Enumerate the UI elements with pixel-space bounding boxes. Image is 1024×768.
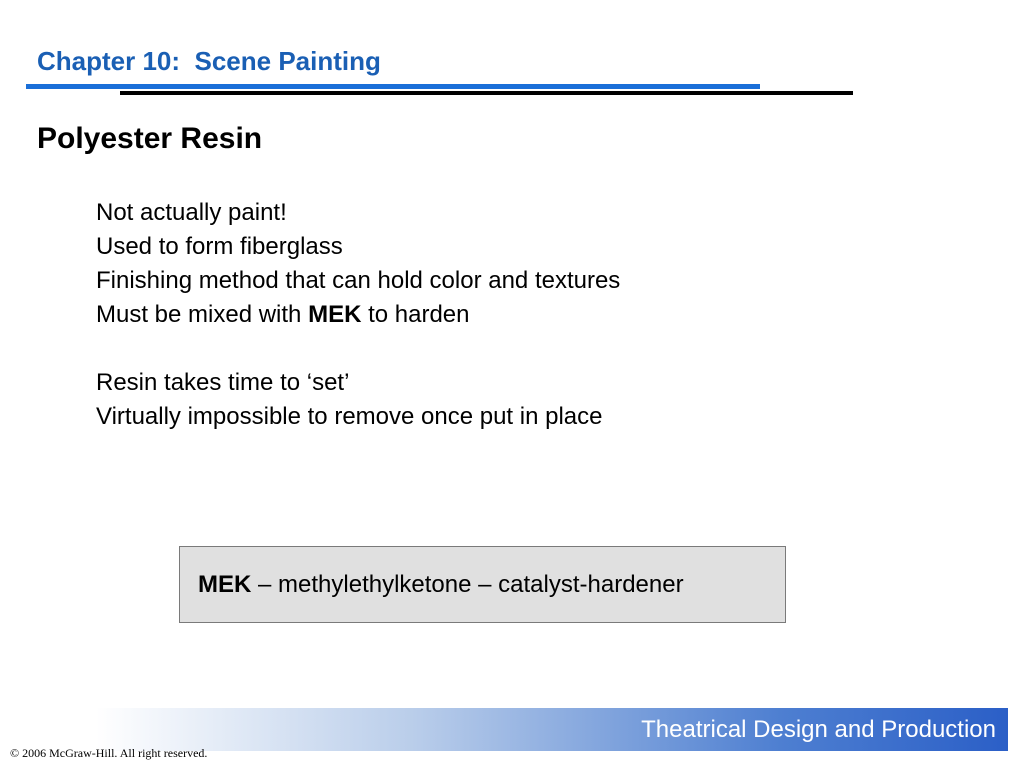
list-spacer (96, 332, 620, 366)
definition-term: MEK (198, 571, 252, 598)
chapter-title: Chapter 10: Scene Painting (37, 46, 381, 76)
footer-book-title: Theatrical Design and Production (641, 716, 996, 743)
list-item: Not actually paint! (96, 199, 287, 226)
list-item-text: to harden (361, 301, 470, 328)
list-item: Resin takes time to ‘set’ (96, 369, 350, 396)
list-item: Finishing method that can hold color and textures (96, 267, 621, 294)
list-item: Virtually impossible to remove once put in place (96, 403, 603, 430)
bullet-list (96, 196, 620, 434)
definition-text (198, 570, 684, 600)
list-item-text: Must be mixed with (96, 301, 309, 328)
title-underline-blue (26, 84, 760, 89)
list-item: Used to form fiberglass (96, 233, 343, 260)
list-item (96, 298, 620, 332)
slide-heading: Polyester Resin (37, 122, 263, 155)
definition-description: – methylethylketone – catalyst-hardener (251, 571, 684, 598)
footer-band (96, 708, 1008, 751)
definition-box (179, 546, 786, 623)
mek-term: MEK (308, 301, 362, 328)
copyright-notice: © 2006 McGraw-Hill. All right reserved. (10, 746, 208, 760)
title-underline-black (120, 91, 853, 95)
